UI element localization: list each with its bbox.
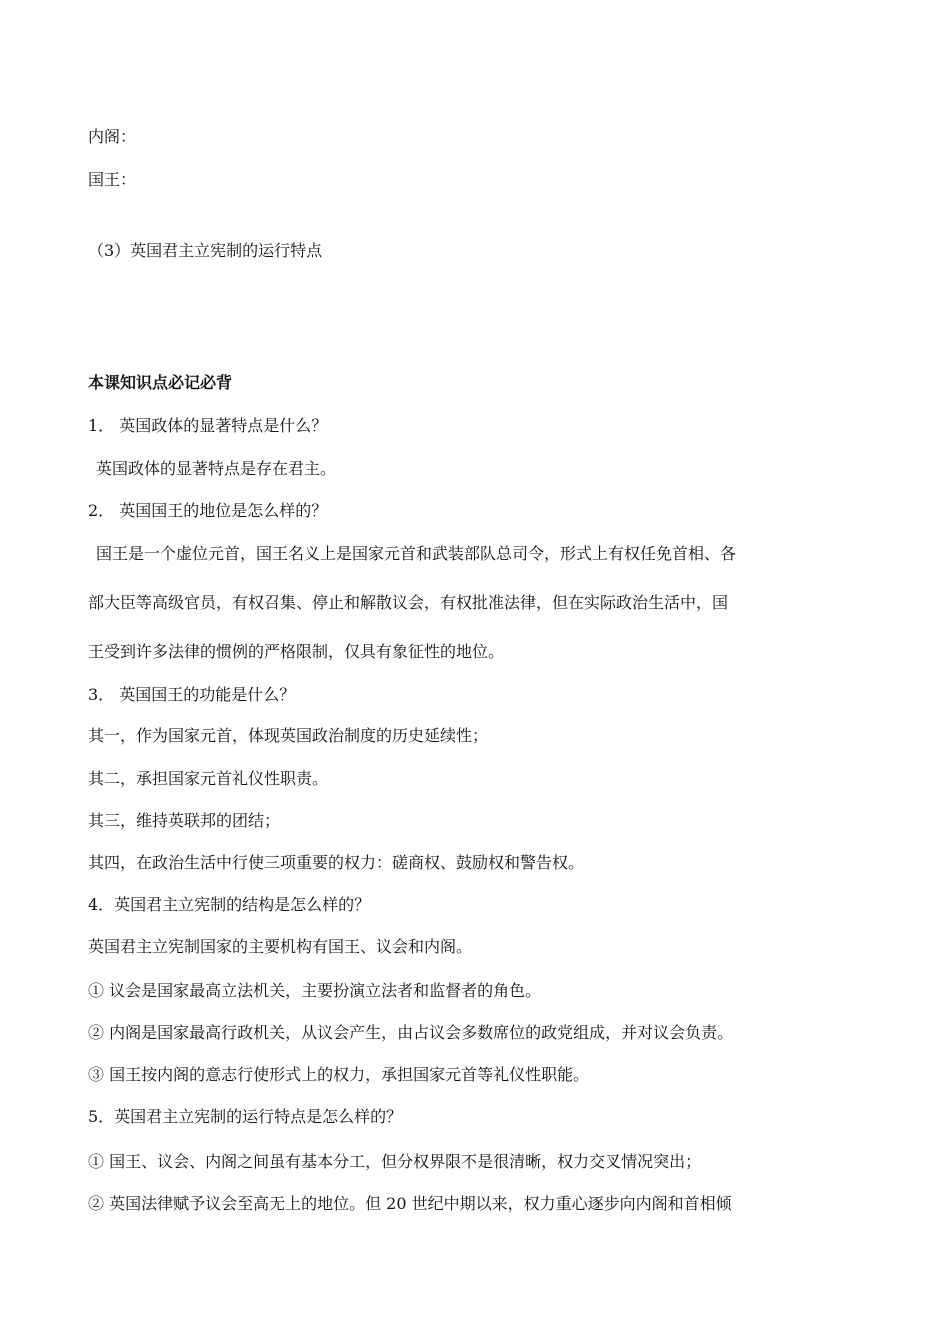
cabinet-label: 内阁： bbox=[88, 127, 137, 146]
answer-3-item-1: 其一，作为国家元首，体现英国政治制度的历史延续性； bbox=[88, 726, 489, 745]
answer-2-line-1: 国王是一个虚位元首，国王名义上是国家元首和武装部队总司令，形式上有权任免首相、各 bbox=[96, 544, 737, 563]
answer-2-line-2: 部大臣等高级官员，有权召集、停止和解散议会，有权批准法律，但在实际政治生活中，国 bbox=[88, 593, 729, 612]
question-5: 5．英国君主立宪制的运行特点是怎么样的？ bbox=[88, 1107, 403, 1126]
question-4: 4．英国君主立宪制的结构是怎么样的？ bbox=[88, 895, 371, 914]
question-1: 1． 英国政体的显著特点是什么？ bbox=[88, 416, 328, 435]
section-3-heading: （3）英国君主立宪制的运行特点 bbox=[88, 241, 323, 260]
answer-2-line-3: 王受到许多法律的惯例的严格限制，仅具有象征性的地位。 bbox=[88, 642, 505, 661]
answer-3-item-4: 其四，在政治生活中行使三项重要的权力：磋商权、鼓励权和警告权。 bbox=[88, 853, 585, 872]
summary-title: 本课知识点必记必背 bbox=[88, 373, 233, 392]
question-2: 2． 英国国王的地位是怎么样的？ bbox=[88, 501, 328, 520]
answer-5-item-2: ② 英国法律赋予议会至高无上的地位。但 20 世纪中期以来，权力重心逐步向内阁和首相倾 bbox=[88, 1194, 732, 1213]
answer-4-item-1: ① 议会是国家最高立法机关，主要扮演立法者和监督者的角色。 bbox=[88, 981, 542, 1000]
question-3: 3． 英国国王的功能是什么？ bbox=[88, 685, 296, 704]
answer-3-item-3: 其三，维持英联邦的团结； bbox=[88, 811, 281, 830]
answer-4-intro: 英国君主立宪制国家的主要机构有国王、议会和内阁。 bbox=[88, 937, 473, 956]
answer-4-item-2: ② 内阁是国家最高行政机关，从议会产生，由占议会多数席位的政党组成，并对议会负责。 bbox=[88, 1023, 734, 1042]
answer-3-item-2: 其二，承担国家元首礼仪性职责。 bbox=[88, 769, 329, 788]
answer-5-item-1: ① 国王、议会、内阁之间虽有基本分工，但分权界限不是很清晰，权力交叉情况突出； bbox=[88, 1152, 702, 1171]
answer-4-item-3: ③ 国王按内阁的意志行使形式上的权力，承担国家元首等礼仪性职能。 bbox=[88, 1065, 590, 1084]
king-label: 国王： bbox=[88, 170, 137, 189]
answer-1: 英国政体的显著特点是存在君主。 bbox=[96, 459, 337, 478]
